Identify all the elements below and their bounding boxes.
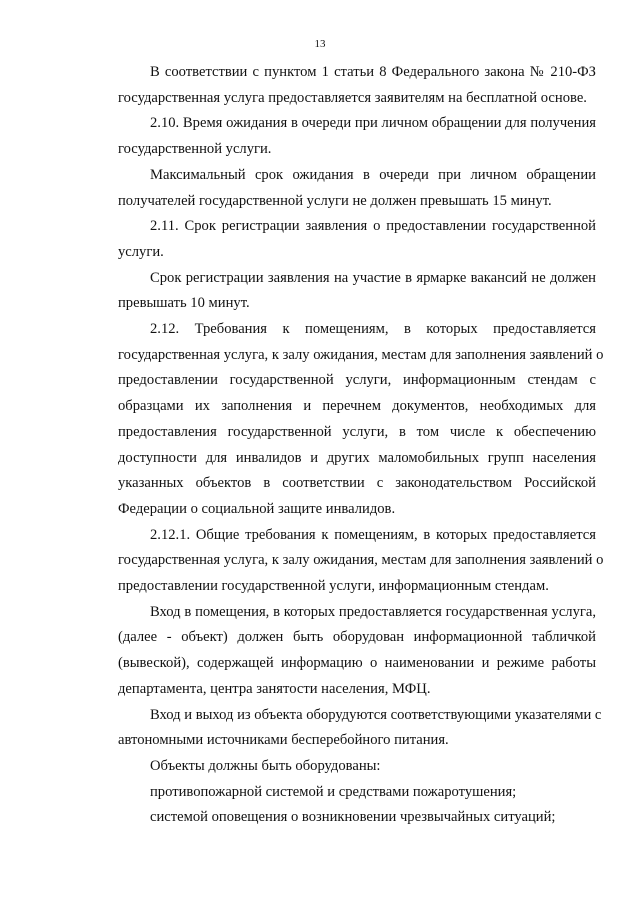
text-line: системой оповещения о возникновении чрезвычайных ситуаций; <box>150 809 556 826</box>
text-line: государственной услуги. <box>118 141 272 158</box>
text-line: департамента, центра занятости населения, МФЦ. <box>118 680 431 697</box>
text-line: превышать 10 минут. <box>118 295 250 312</box>
text-line: Вход в помещения, в которых предоставляется государственная услуга, <box>150 603 596 620</box>
paragraph <box>86 600 596 703</box>
paragraph <box>86 754 596 780</box>
text-line: государственная услуга, к залу ожидания, местам для заполнения заявлений о <box>118 552 604 569</box>
paragraph <box>86 111 596 162</box>
text-line: 2.12.1. Общие требования к помещениям, в которых предоставляется <box>150 526 596 543</box>
text-line: государственная услуга, к залу ожидания, местам для заполнения заявлений о <box>118 346 604 363</box>
text-line: указанных объектов в соответствии с законодательством Российской <box>118 475 596 492</box>
document-body <box>86 60 604 831</box>
paragraph <box>86 163 596 214</box>
paragraph <box>86 60 596 111</box>
text-line: автономными источниками бесперебойного питания. <box>118 732 449 749</box>
text-line: услуги. <box>118 243 164 260</box>
text-line: противопожарной системой и средствами пожаротушения; <box>150 783 517 800</box>
text-line: предоставлении государственной услуги, информационным стендам. <box>118 578 549 595</box>
text-line: 2.11. Срок регистрации заявления о предоставлении государственной <box>150 218 596 235</box>
text-line: 2.12. Требования к помещениям, в которых предоставляется <box>150 321 596 338</box>
text-line: Федерации о социальной защите инвалидов. <box>118 500 396 517</box>
text-line: (далее - объект) должен быть оборудован информационной табличкой <box>118 629 596 646</box>
text-line: Срок регистрации заявления на участие в ярмарке вакансий не должен <box>150 269 596 286</box>
paragraph <box>86 703 602 754</box>
text-line: (вывеской), содержащей информацию о наименовании и режиме работы <box>118 655 596 672</box>
page-number: 13 <box>314 38 326 50</box>
paragraph <box>86 805 596 831</box>
text-line: получателей государственной услуги не должен превышать 15 минут. <box>118 192 552 209</box>
paragraph <box>86 214 596 265</box>
text-line: предоставлении государственной услуги, информационным стендам с <box>118 372 596 389</box>
text-line: 2.10. Время ожидания в очереди при личном обращении для получения <box>150 115 596 132</box>
paragraph <box>86 523 604 600</box>
paragraph <box>86 266 596 317</box>
text-line: государственная услуга предоставляется заявителям на бесплатной основе. <box>118 89 587 106</box>
text-line: образцами их заполнения и перечнем документов, необходимых для <box>118 398 596 415</box>
text-line: Вход и выход из объекта оборудуются соответствующими указателями с <box>150 706 602 723</box>
text-line: Максимальный срок ожидания в очереди при личном обращении <box>150 166 596 183</box>
paragraph <box>86 780 596 806</box>
text-line: Объекты должны быть оборудованы: <box>150 757 381 774</box>
text-line: предоставления государственной услуги, в том числе к обеспечению <box>118 423 596 440</box>
paragraph <box>86 317 604 523</box>
text-line: доступности для инвалидов и других маломобильных групп населения <box>118 449 596 466</box>
text-line: В соответствии с пунктом 1 статьи 8 Федерального закона № 210-ФЗ <box>150 64 596 80</box>
